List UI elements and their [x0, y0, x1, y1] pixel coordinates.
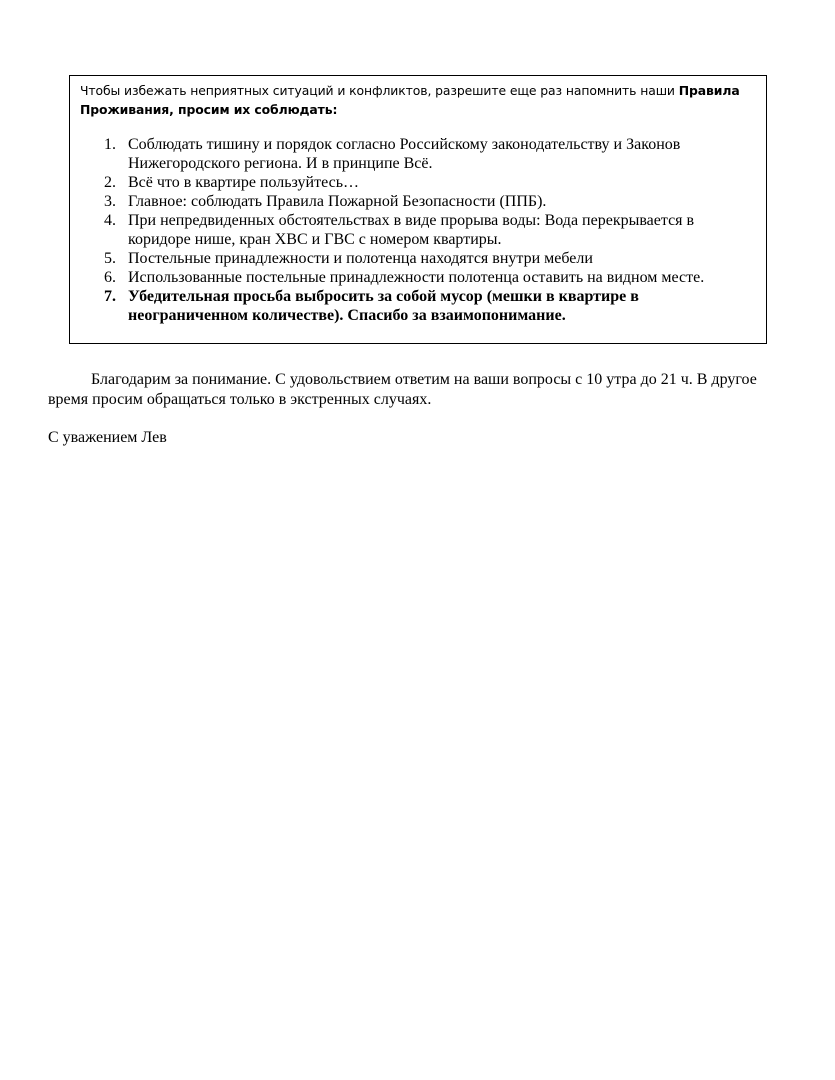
- rules-list: [80, 135, 756, 325]
- rule-number: 1.: [104, 136, 116, 153]
- rule-item: [80, 268, 756, 287]
- rule-text: Использованные постельные принадлежности полотенца оставить на видном месте.: [128, 269, 705, 286]
- rule-item: [80, 192, 756, 211]
- rule-number: 4.: [104, 212, 116, 229]
- rule-item: [80, 211, 756, 249]
- rule-number: 5.: [104, 250, 116, 267]
- rule-text: Главное: соблюдать Правила Пожарной Безопасности (ППБ).: [128, 193, 547, 210]
- rule-number: 7.: [104, 288, 116, 305]
- rules-intro: [80, 81, 756, 119]
- rule-item: [80, 249, 756, 268]
- rules-intro-title: Правила Проживания, просим их соблюдать:: [80, 83, 740, 117]
- rule-text: Постельные принадлежности и полотенца находятся внутри мебели: [128, 250, 593, 267]
- rule-item: [80, 135, 756, 173]
- rule-item: [80, 173, 756, 192]
- thanks-paragraph: Благодарим за понимание. С удовольствием ответим на ваши вопросы с 10 утра до 21 ч. В другое время просим обращаться только в экстренных случаях.: [48, 371, 757, 408]
- rule-text: При непредвиденных обстоятельствах в виде прорыва воды: Вода перекрывается в коридоре нише, кран ХВС и ГВС с номером квартиры.: [128, 212, 695, 248]
- rule-text: Всё что в квартире пользуйтесь…: [128, 174, 359, 191]
- rule-number: 6.: [104, 269, 116, 286]
- rule-text: Соблюдать тишину и порядок согласно Российскому законодательству и Законов Нижегородского региона. И в принципе Всё.: [128, 136, 681, 172]
- signature: С уважением Лев: [48, 429, 167, 446]
- rule-number: 2.: [104, 174, 116, 191]
- rule-item-highlighted: [80, 287, 756, 325]
- rule-number: 3.: [104, 193, 116, 210]
- rule-text: Убедительная просьба выбросить за собой мусор (мешки в квартире в неограниченном количестве). Спасибо за взаимопонимание.: [128, 288, 639, 324]
- rules-box: [69, 75, 767, 344]
- rules-intro-text: Чтобы избежать неприятных ситуаций и конфликтов, разрешите еще раз напомнить наши: [80, 83, 679, 98]
